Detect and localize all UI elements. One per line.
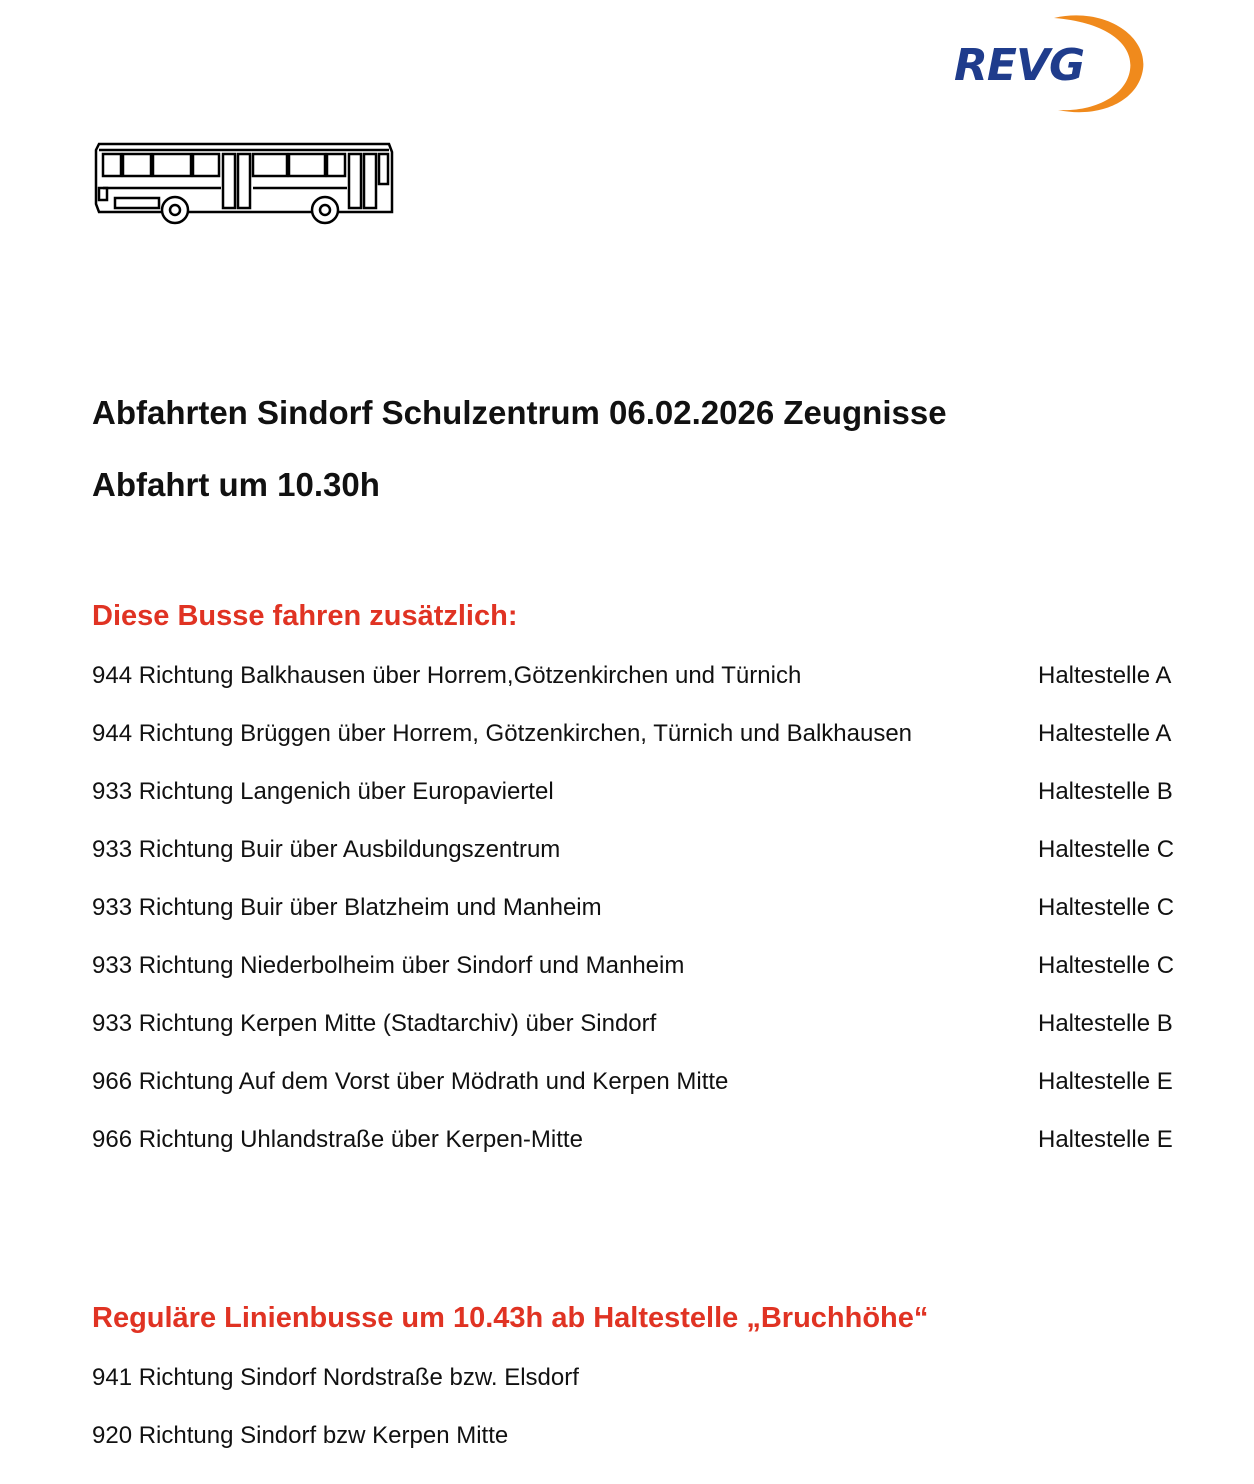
route-stop: Haltestelle E xyxy=(1038,1126,1173,1153)
regular-route-list xyxy=(92,1364,992,1480)
logo-text: REVG xyxy=(954,40,1085,91)
route-row xyxy=(92,1068,1192,1126)
route-row xyxy=(92,1010,1192,1068)
route-stop: Haltestelle C xyxy=(1038,836,1175,863)
regular-buses-heading: Reguläre Linienbusse um 10.43h ab Haltestelle „Bruchhöhe“ xyxy=(92,1302,929,1334)
route-description: 933 Richtung Buir über Ausbildungszentrum xyxy=(92,836,561,863)
route-description: 966 Richtung Uhlandstraße über Kerpen-Mitte xyxy=(92,1126,583,1153)
route-row xyxy=(92,894,1192,952)
route-description: 933 Richtung Langenich über Europaviertel xyxy=(92,778,554,805)
route-stop: Haltestelle A xyxy=(1038,662,1172,689)
departure-time-heading: Abfahrt um 10.30h xyxy=(92,466,380,503)
route-row xyxy=(92,836,1192,894)
route-stop: Haltestelle E xyxy=(1038,1068,1173,1095)
route-row xyxy=(92,662,1192,720)
route-stop: Haltestelle C xyxy=(1038,952,1175,979)
additional-buses-heading: Diese Busse fahren zusätzlich: xyxy=(92,600,518,632)
page-title: Abfahrten Sindorf Schulzentrum 06.02.2026 Zeugnisse xyxy=(92,394,947,431)
route-description: 944 Richtung Brüggen über Horrem, Götzenkirchen, Türnich und Balkhausen xyxy=(92,720,913,747)
route-row xyxy=(92,1126,1192,1184)
revg-logo xyxy=(946,8,1146,118)
route-stop: Haltestelle B xyxy=(1038,778,1173,805)
route-row xyxy=(92,720,1192,778)
route-description: 966 Richtung Auf dem Vorst über Mödrath und Kerpen Mitte xyxy=(92,1068,729,1095)
additional-route-list xyxy=(92,662,1192,1184)
regular-route-item: 920 Richtung Sindorf bzw Kerpen Mitte xyxy=(92,1422,509,1449)
route-row xyxy=(92,778,1192,836)
route-description: 944 Richtung Balkhausen über Horrem,Götzenkirchen und Türnich xyxy=(92,662,802,689)
route-description: 933 Richtung Kerpen Mitte (Stadtarchiv) über Sindorf xyxy=(92,1010,657,1037)
route-stop: Haltestelle B xyxy=(1038,1010,1173,1037)
route-row xyxy=(92,952,1192,1010)
regular-route-item: 941 Richtung Sindorf Nordstraße bzw. Elsdorf xyxy=(92,1364,579,1391)
route-stop: Haltestelle A xyxy=(1038,720,1172,747)
route-stop: Haltestelle C xyxy=(1038,894,1175,921)
bus-icon xyxy=(93,138,395,226)
route-description: 933 Richtung Niederbolheim über Sindorf und Manheim xyxy=(92,952,685,979)
route-description: 933 Richtung Buir über Blatzheim und Manheim xyxy=(92,894,602,921)
